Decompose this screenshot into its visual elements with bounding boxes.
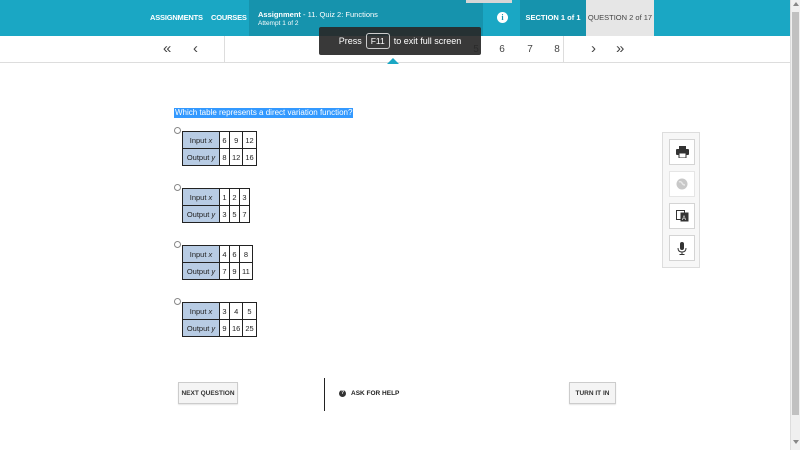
choice-1-table [182, 131, 257, 166]
print-button[interactable] [669, 139, 695, 165]
assignment-title: - 11. Quiz 2: Functions [300, 10, 378, 19]
input-cell: 6 [230, 246, 240, 263]
input-cell: 2 [230, 189, 240, 206]
output-cell: 3 [220, 206, 230, 223]
scroll-thumb[interactable] [792, 12, 799, 415]
input-cell: 12 [243, 132, 256, 149]
section-indicator[interactable]: SECTION 1 of 1 [520, 0, 586, 36]
output-cell: 16 [230, 320, 243, 337]
output-cell: 11 [240, 263, 253, 280]
f11-key: F11 [366, 33, 390, 49]
prev-page-button[interactable]: ‹ [193, 40, 198, 57]
fullscreen-top-tab [466, 0, 512, 3]
choice-2-table [182, 188, 250, 223]
tools-panel [662, 132, 700, 268]
translate-button[interactable] [669, 171, 695, 197]
output-header: Output y [183, 320, 220, 337]
attempt-text: Attempt 1 of 2 [258, 20, 299, 27]
page-number-8[interactable]: 8 [554, 44, 560, 55]
last-page-button[interactable]: » [616, 40, 625, 57]
input-cell: 9 [230, 132, 243, 149]
info-icon[interactable]: i [497, 12, 508, 23]
scroll-up-arrow-icon[interactable] [793, 2, 799, 6]
input-cell: 1 [220, 189, 230, 206]
print-icon [676, 146, 689, 158]
input-cell: 4 [230, 303, 243, 320]
choice-1-radio[interactable] [174, 127, 181, 134]
dictionary-icon [676, 210, 689, 222]
question-prompt: Which table represents a direct variation function? [175, 108, 353, 117]
current-page-pointer [387, 58, 399, 64]
first-page-button[interactable]: « [163, 40, 172, 57]
page-number-6[interactable]: 6 [499, 44, 505, 55]
output-header: Output y [183, 149, 220, 166]
next-page-button[interactable]: › [591, 40, 596, 57]
fullscreen-notice [319, 27, 481, 55]
choice-3-radio[interactable] [174, 241, 181, 248]
microphone-icon [677, 242, 687, 255]
output-cell: 16 [243, 149, 256, 166]
input-cell: 5 [243, 303, 256, 320]
output-header: Output y [183, 263, 220, 280]
output-cell: 8 [220, 149, 230, 166]
choice-2-radio[interactable] [174, 184, 181, 191]
read-aloud-button[interactable] [669, 235, 695, 261]
choice-3-table [182, 245, 253, 280]
button-divider [324, 378, 325, 411]
fullscreen-exit-text: to exit full screen [393, 36, 462, 46]
input-header: Input x [183, 246, 220, 263]
input-header: Input x [183, 132, 220, 149]
input-cell: 3 [220, 303, 230, 320]
input-header: Input x [183, 303, 220, 320]
output-cell: 9 [230, 263, 240, 280]
vertical-scrollbar[interactable] [790, 0, 800, 450]
scroll-down-arrow-icon[interactable] [793, 440, 799, 444]
help-icon: ? [340, 390, 345, 396]
dictionary-button[interactable] [669, 203, 695, 229]
next-question-button[interactable]: NEXT QUESTION [178, 382, 238, 404]
input-cell: 3 [240, 189, 250, 206]
choice-4-table [182, 302, 257, 337]
output-cell: 5 [230, 206, 240, 223]
output-cell: 9 [220, 320, 230, 337]
output-cell: 12 [230, 149, 243, 166]
question-indicator[interactable]: QUESTION 2 of 17 [586, 0, 654, 36]
output-cell: 25 [243, 320, 256, 337]
input-cell: 6 [220, 132, 230, 149]
fullscreen-press-text: Press [338, 36, 362, 46]
globe-icon [676, 178, 688, 190]
turn-it-in-button[interactable]: TURN IT IN [569, 382, 616, 404]
svg-text:A: A [681, 216, 686, 222]
input-header: Input x [183, 189, 220, 206]
output-cell: 7 [220, 263, 230, 280]
page-number-7[interactable]: 7 [527, 44, 533, 55]
pager-divider-right [563, 36, 564, 63]
input-cell: 4 [220, 246, 230, 263]
courses-link[interactable]: COURSES [211, 13, 247, 22]
ask-for-help-label: ASK FOR HELP [351, 390, 400, 397]
pager-divider-left [224, 36, 225, 63]
choice-4-radio[interactable] [174, 298, 181, 305]
assignment-label: Assignment [258, 10, 301, 19]
output-cell: 7 [240, 206, 250, 223]
ask-for-help-button[interactable] [339, 390, 399, 397]
input-cell: 8 [240, 246, 253, 263]
assignments-link[interactable]: ASSIGNMENTS [150, 13, 203, 22]
output-header: Output y [183, 206, 220, 223]
